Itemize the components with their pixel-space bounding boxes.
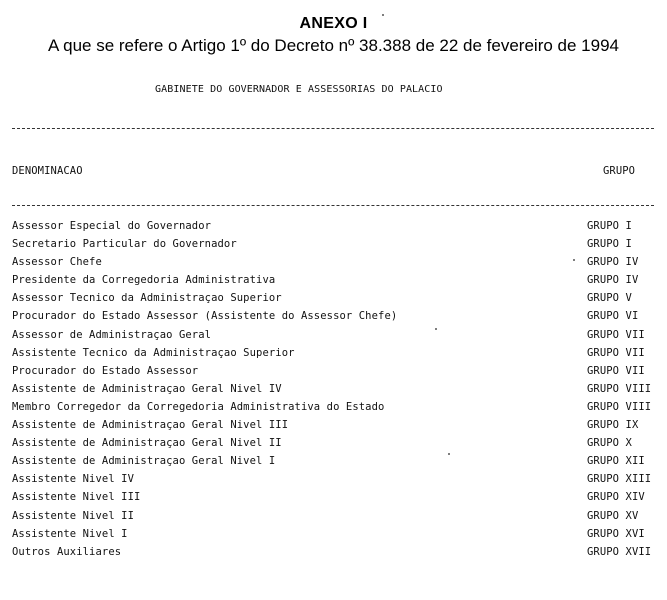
scan-speck (382, 14, 384, 16)
denominacao-cell: Assistente de Administraçao Geral Nivel III (12, 419, 289, 432)
table-row (0, 383, 667, 401)
section-heading: GABINETE DO GOVERNADOR E ASSESSORIAS DO PALACIO (155, 84, 443, 95)
column-header-denominacao: DENOMINACAO (12, 165, 83, 177)
grupo-cell: GRUPO V (587, 292, 632, 305)
denominacao-cell: Assessor Especial do Governador (12, 220, 212, 232)
denominacao-cell: Procurador do Estado Assessor (Assistente do Assessor Chefe) (12, 310, 398, 323)
document-subtitle: A que se refere o Artigo 1º do Decreto nº 38.388 de 22 de fevereiro de 1994 (48, 36, 619, 55)
table-row (0, 347, 667, 365)
grupo-cell: GRUPO VI (587, 310, 639, 323)
denominacao-cell: Assistente de Administraçao Geral Nivel IV (12, 382, 282, 395)
table-row (0, 256, 667, 274)
grupo-cell: GRUPO XIII (587, 473, 652, 486)
table-row (0, 310, 667, 328)
denominacao-cell: Assessor Tecnico da Administraçao Superior (12, 292, 282, 305)
grupo-cell: GRUPO X (587, 437, 632, 450)
grupo-cell: GRUPO IX (587, 419, 639, 432)
denominacao-cell: Outros Auxiliares (12, 545, 122, 558)
grupo-cell: GRUPO VIII (587, 400, 652, 413)
grupo-cell: GRUPO I (587, 238, 632, 251)
denominacao-cell: Secretario Particular do Governador (12, 238, 237, 251)
scan-speck (573, 259, 575, 261)
table-row (0, 220, 667, 238)
dashed-rule-top (12, 128, 654, 129)
grupo-cell: GRUPO VII (587, 328, 645, 341)
denominacao-cell: Assistente Nivel III (12, 491, 141, 504)
document-title: ANEXO I (299, 15, 368, 32)
table-row (0, 274, 667, 292)
denominacao-cell: Assistente Tecnico da Administraçao Superior (12, 346, 295, 359)
denominacao-cell: Assistente de Administraçao Geral Nivel I (12, 455, 276, 468)
grupo-cell: GRUPO VIII (587, 382, 652, 395)
table-row (0, 455, 667, 473)
denominacao-cell: Presidente da Corregedoria Administrativa (12, 274, 276, 287)
table-row (0, 365, 667, 383)
grupo-cell: GRUPO XII (587, 455, 645, 468)
scan-speck (448, 453, 450, 455)
denominacao-cell: Assistente Nivel II (12, 509, 135, 522)
table-body (0, 220, 667, 564)
denominacao-cell: Procurador do Estado Assessor (12, 364, 199, 377)
denominacao-cell: Assessor de Administraçao Geral (12, 328, 212, 341)
grupo-cell: GRUPO VII (587, 346, 645, 359)
table-row (0, 238, 667, 256)
scan-speck (435, 328, 437, 330)
denominacao-cell: Assistente Nivel IV (12, 473, 135, 486)
table-row (0, 510, 667, 528)
grupo-cell: GRUPO VII (587, 364, 645, 377)
grupo-cell: GRUPO I (587, 220, 632, 232)
grupo-cell: GRUPO IV (587, 274, 639, 287)
table-row (0, 437, 667, 455)
grupo-cell: GRUPO XIV (587, 491, 645, 504)
table-row (0, 329, 667, 347)
grupo-cell: GRUPO XV (587, 509, 639, 522)
table-row (0, 473, 667, 491)
denominacao-cell: Assistente de Administraçao Geral Nivel II (12, 437, 282, 450)
dashed-rule-header (12, 205, 654, 206)
table-row (0, 491, 667, 509)
table-row (0, 419, 667, 437)
grupo-cell: GRUPO IV (587, 256, 639, 269)
table-row (0, 528, 667, 546)
denominacao-cell: Assistente Nivel I (12, 527, 128, 540)
denominacao-cell: Membro Corregedor da Corregedoria Administrativa do Estado (12, 400, 385, 413)
table-row (0, 546, 667, 564)
table-row (0, 292, 667, 310)
column-header-grupo: GRUPO (603, 165, 636, 177)
grupo-cell: GRUPO XVI (587, 527, 645, 540)
table-row (0, 401, 667, 419)
denominacao-cell: Assessor Chefe (12, 256, 102, 269)
grupo-cell: GRUPO XVII (587, 545, 652, 558)
